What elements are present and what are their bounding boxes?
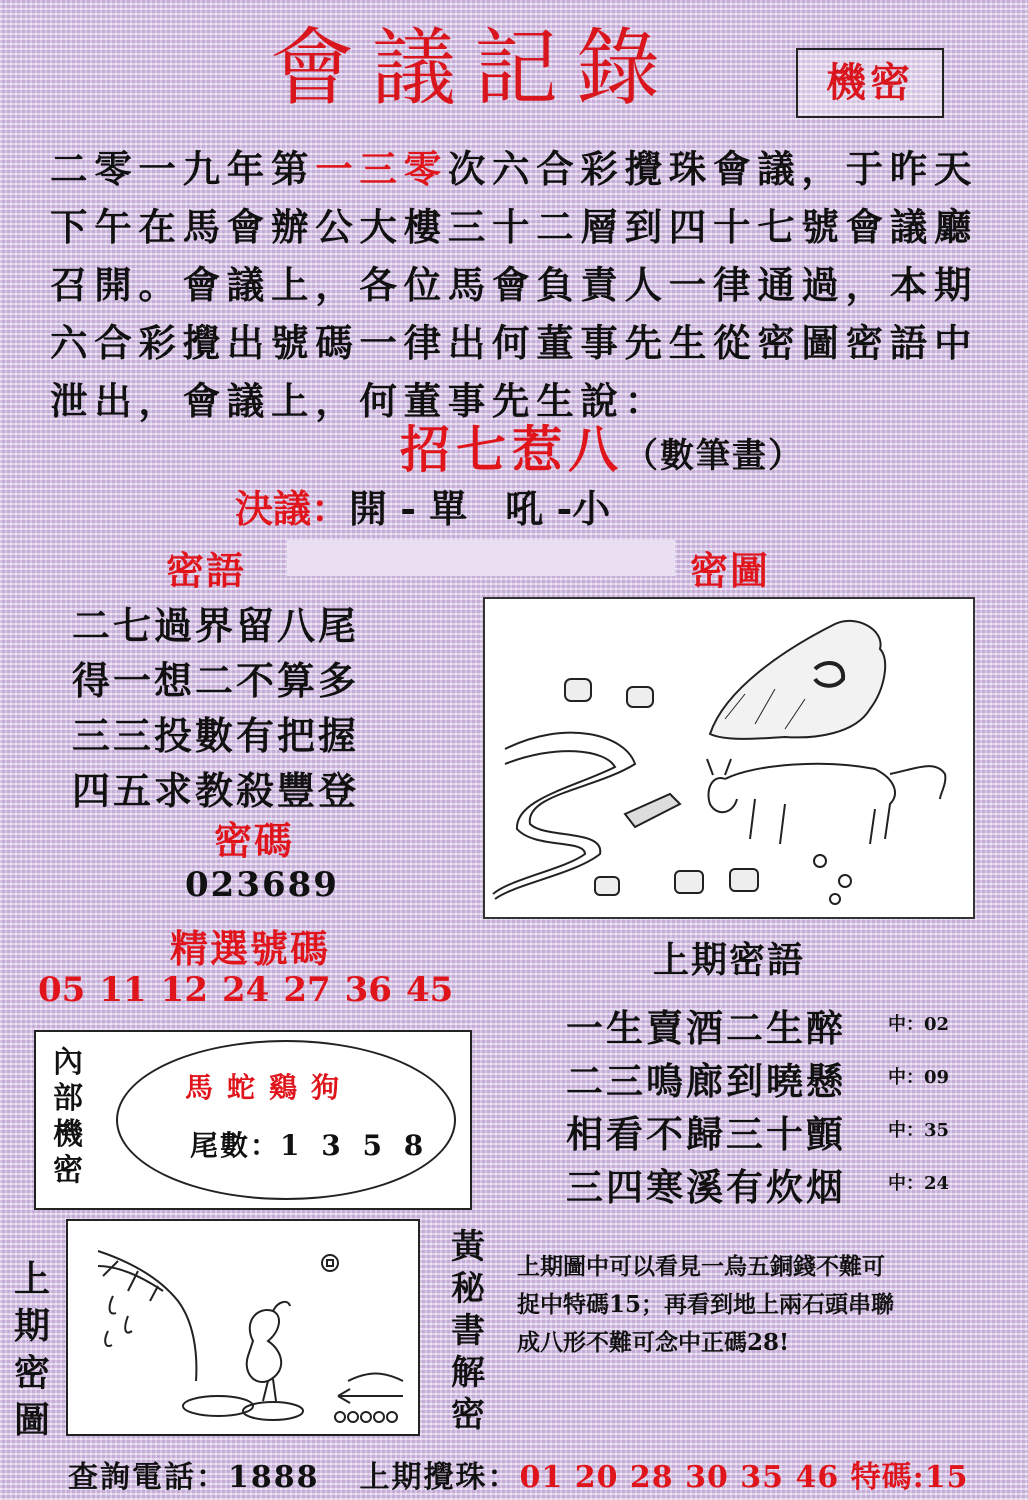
poem-line: 二七過界留八尾 — [72, 603, 360, 648]
poem-line: 三三投數有把握 — [72, 713, 360, 758]
last-words-line: 三四寒溪有炊烟 — [566, 1165, 846, 1209]
intro-line-3: 召開。會議上，各位馬會負責人一律通過，本期 — [50, 263, 979, 307]
intro-line-4: 六合彩攪出號碼一律出何董事先生從密圖密語中 — [50, 321, 979, 365]
pick-number: 11 — [99, 970, 147, 1010]
secretary-label: 黃秘書解密 — [451, 1227, 485, 1435]
page-title: 會議記錄 — [270, 23, 679, 116]
bird-tree-sketch — [68, 1221, 418, 1434]
last-picture — [66, 1219, 420, 1436]
last-words-line: 二三鳴廊到曉懸 — [566, 1059, 846, 1103]
intro-line-1: 二零一九年第一三零次六合彩攪珠會議，于昨天 — [50, 147, 979, 191]
pick-number: 45 — [405, 970, 454, 1010]
zodiac-oval — [116, 1040, 456, 1200]
slogan-note: （數筆畫） — [624, 436, 804, 476]
secret-poem — [72, 598, 359, 818]
last-words-line: 一生賣酒二生醉 — [566, 1006, 846, 1050]
last-words-hit: 中：02 — [888, 1014, 950, 1035]
meeting-number: 一三零 — [315, 147, 448, 191]
pick-number: 12 — [160, 970, 208, 1010]
secret-code: 023689 — [185, 865, 339, 905]
picks-heading: 精選號碼 — [170, 926, 331, 971]
tail-label: 尾數： — [190, 1129, 281, 1162]
poem-line: 得一想二不算多 — [72, 658, 360, 703]
explain-line: 上期圖中可以看見一烏五銅錢不難可 — [517, 1253, 885, 1280]
last-words-hit: 中：24 — [888, 1173, 950, 1194]
secret-picture — [483, 597, 975, 919]
tail-numbers — [190, 1124, 429, 1164]
explain-line: 成八形不難可念中正碼28! — [517, 1329, 790, 1356]
last-picture-label: 上期密圖 — [13, 1258, 50, 1441]
pick-number: 05 — [38, 970, 86, 1010]
pick-number: 24 — [221, 970, 270, 1010]
secret-code-heading: 密碼 — [214, 818, 295, 863]
picks-row — [38, 970, 467, 1010]
last-words-hit: 中：09 — [888, 1067, 950, 1088]
pick-number: 36 — [344, 970, 392, 1010]
slogan-main: 招七惹八 — [400, 420, 624, 479]
decision — [235, 478, 610, 533]
last-words-hit: 中：35 — [888, 1120, 950, 1141]
last-words-line: 相看不歸三十顫 — [566, 1112, 846, 1156]
intro-line-5: 泄出，會議上，何董事先生說： — [50, 379, 669, 423]
cattle-rock-sketch — [485, 599, 973, 917]
poem-line: 四五求教殺豐登 — [72, 768, 360, 813]
confidential-badge: 機密 — [796, 48, 944, 118]
tail-values: 1 3 5 8 — [280, 1129, 430, 1162]
intro-line-2: 下午在馬會辦公大樓三十二層到四十七號會議廳 — [50, 205, 979, 249]
decision-label: 決議： — [235, 486, 350, 531]
decision-text: 開 - 單 吼 -小 — [349, 486, 611, 531]
slogan — [400, 410, 804, 482]
highlight-bar — [287, 540, 675, 576]
last-draw-label: 上期攪珠： — [359, 1460, 520, 1495]
phone-number: 1888 — [228, 1460, 320, 1495]
phone-label: 查詢電話： — [68, 1460, 228, 1495]
secret-picture-heading: 密圖 — [690, 548, 771, 593]
secret-words-heading: 密語 — [166, 548, 247, 593]
internal-secret-label: 內部機密 — [53, 1045, 83, 1188]
zodiac-list: 馬蛇鷄狗 — [185, 1071, 354, 1104]
explain-line: 捉中特碼15；再看到地上兩石頭串聯 — [517, 1291, 895, 1318]
last-draw-numbers: 01 20 28 30 35 46 特碼:15 — [519, 1460, 969, 1495]
footer — [68, 1452, 968, 1496]
intro-paragraph — [50, 140, 990, 430]
last-words-heading: 上期密語 — [653, 939, 806, 981]
secretary-explanation — [517, 1248, 987, 1362]
pick-number: 27 — [283, 970, 331, 1010]
